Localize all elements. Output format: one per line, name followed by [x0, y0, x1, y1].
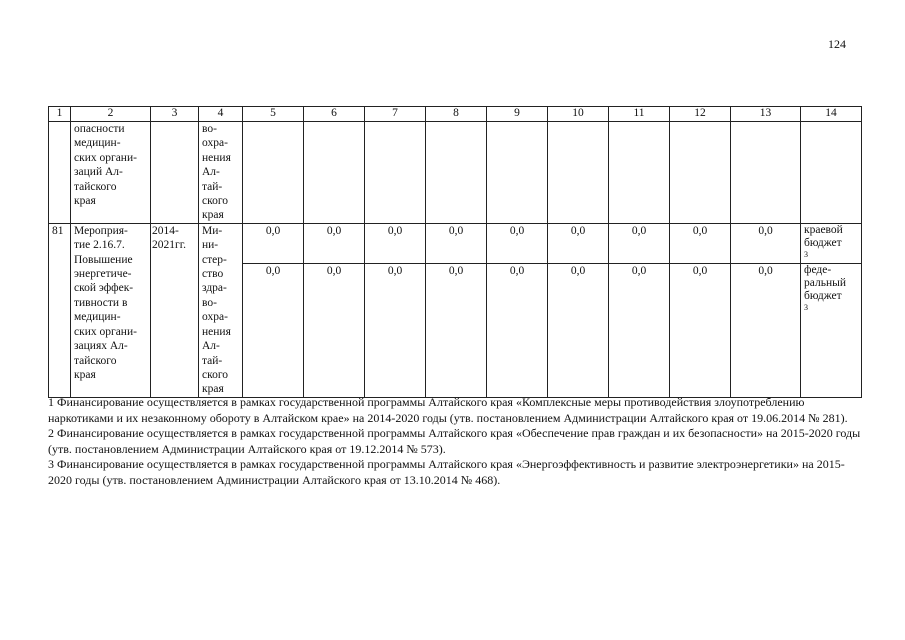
measure-name-cell	[71, 223, 151, 397]
text-line: медицин-	[74, 311, 121, 324]
value-cell: 0,0	[487, 223, 548, 263]
value-cell: 0,0	[243, 264, 304, 397]
period-cell	[151, 223, 199, 397]
header-cell: 11	[609, 107, 670, 122]
header-cell: 4	[199, 107, 243, 122]
value-cell: 0,0	[609, 223, 670, 263]
text-line: края	[202, 383, 224, 396]
text-line: охра-	[202, 311, 228, 324]
text-line: здра-	[202, 282, 227, 295]
header-cell: 10	[548, 107, 609, 122]
text-line: тайского	[74, 354, 117, 367]
header-cell: 12	[670, 107, 731, 122]
text-line: Ми-	[202, 224, 223, 237]
value-cell	[487, 122, 548, 224]
text-line: Ал-	[202, 340, 220, 353]
text-line: зациях Ал-	[74, 340, 128, 353]
value-cell: 0,0	[670, 223, 731, 263]
header-cell: 5	[243, 107, 304, 122]
header-cell: 14	[801, 107, 862, 122]
text-line: нения	[202, 151, 231, 164]
text-line: тие 2.16.7.	[74, 239, 125, 252]
source-cell	[801, 122, 862, 224]
value-cell: 0,0	[304, 223, 365, 263]
value-cell	[548, 122, 609, 224]
text-line: Ал-	[202, 166, 220, 179]
text-line: 2021гг.	[152, 239, 187, 252]
executor-cell	[199, 122, 243, 224]
source-cell	[801, 264, 862, 397]
text-line: края	[74, 195, 96, 208]
header-cell: 3	[151, 107, 199, 122]
text-line: во-	[202, 123, 217, 135]
value-cell: 0,0	[365, 264, 426, 397]
value-cell: 0,0	[609, 264, 670, 397]
value-cell: 0,0	[731, 223, 801, 263]
value-cell	[670, 122, 731, 224]
text-line: энергетиче-	[74, 268, 132, 281]
text-line: тайского	[74, 180, 117, 193]
value-cell: 0,0	[548, 223, 609, 263]
footnotes	[48, 395, 863, 488]
header-cell: 9	[487, 107, 548, 122]
text-line: охра-	[202, 137, 228, 150]
text-line: тивности в	[74, 296, 128, 309]
source-cell	[801, 223, 862, 263]
text-line: края	[202, 209, 224, 222]
executor-cell	[199, 223, 243, 397]
footnote-ref: 3	[804, 249, 808, 259]
footnote-ref: 3	[804, 303, 808, 313]
text-line: медицин-	[74, 137, 121, 150]
table-header-row	[49, 107, 862, 122]
header-cell: 6	[304, 107, 365, 122]
text-line: Мероприя-	[74, 224, 128, 237]
text-line: ни-	[202, 239, 219, 252]
text-line: ральный	[804, 277, 846, 290]
text-line: тай-	[202, 180, 223, 193]
page-number: 124	[828, 37, 846, 51]
period-cell	[151, 122, 199, 224]
text-line: бюджет	[804, 290, 842, 303]
measure-name-cell	[71, 122, 151, 224]
text-line: Повышение	[74, 253, 133, 266]
table-row-continued	[49, 122, 862, 224]
value-cell: 0,0	[365, 223, 426, 263]
value-cell: 0,0	[670, 264, 731, 397]
text-line: ских органи-	[74, 325, 137, 338]
text-line: ского	[202, 368, 229, 381]
value-cell	[426, 122, 487, 224]
header-cell: 7	[365, 107, 426, 122]
text-line: во-	[202, 296, 217, 309]
text-line: заций Ал-	[74, 166, 123, 179]
value-cell	[365, 122, 426, 224]
text-line: ского	[202, 195, 229, 208]
footnote-3: 3 Финансирование осуществляется в рамках государственной программы Алтайского края «Энергоэффективность и развитие электроэнергетики» на 2015-2020 годы (утв. постановлением Администрации Алтайского края от 13.10.2014 № 468).	[48, 457, 845, 487]
text-line: края	[74, 368, 96, 381]
text-line: ство	[202, 268, 224, 281]
text-line: нения	[202, 325, 231, 338]
value-cell: 0,0	[426, 264, 487, 397]
footnote-1: 1 Финансирование осуществляется в рамках государственной программы Алтайского края «Комплексные меры противодействия злоупотреблению наркотиками и их незаконному обороту в Алтайском крае» на 2014-2020 годы (утв. постановлением Администрации Алтайского края от 19.06.2014 № 281).	[48, 395, 848, 425]
header-cell: 2	[71, 107, 151, 122]
text-line: ских органи-	[74, 151, 137, 164]
row-number-cell	[49, 122, 71, 224]
text-line: ской эффек-	[74, 282, 134, 295]
value-cell: 0,0	[487, 264, 548, 397]
value-cell: 0,0	[731, 264, 801, 397]
text-line: опасности	[74, 123, 125, 135]
budget-table	[48, 106, 862, 398]
text-line: тай-	[202, 354, 223, 367]
text-line: феде-	[804, 264, 832, 277]
header-cell: 8	[426, 107, 487, 122]
header-cell: 1	[49, 107, 71, 122]
row-number-cell: 81	[49, 223, 71, 397]
value-cell	[304, 122, 365, 224]
table-row-81-regional	[49, 223, 862, 263]
footnote-2: 2 Финансирование осуществляется в рамках государственной программы Алтайского края «Обеспечение прав граждан и их безопасности» на 2015-2020 годы (утв. постановлением Администрации Алтайского края от 19.12.2014 № 573).	[48, 426, 861, 456]
text-line: краевой	[804, 223, 843, 236]
text-line: стер-	[202, 253, 227, 266]
value-cell: 0,0	[426, 223, 487, 263]
value-cell: 0,0	[548, 264, 609, 397]
value-cell	[609, 122, 670, 224]
value-cell: 0,0	[243, 223, 304, 263]
value-cell	[731, 122, 801, 224]
value-cell: 0,0	[304, 264, 365, 397]
value-cell	[243, 122, 304, 224]
text-line: бюджет	[804, 236, 842, 249]
header-cell: 13	[731, 107, 801, 122]
text-line: 2014-	[152, 224, 179, 237]
